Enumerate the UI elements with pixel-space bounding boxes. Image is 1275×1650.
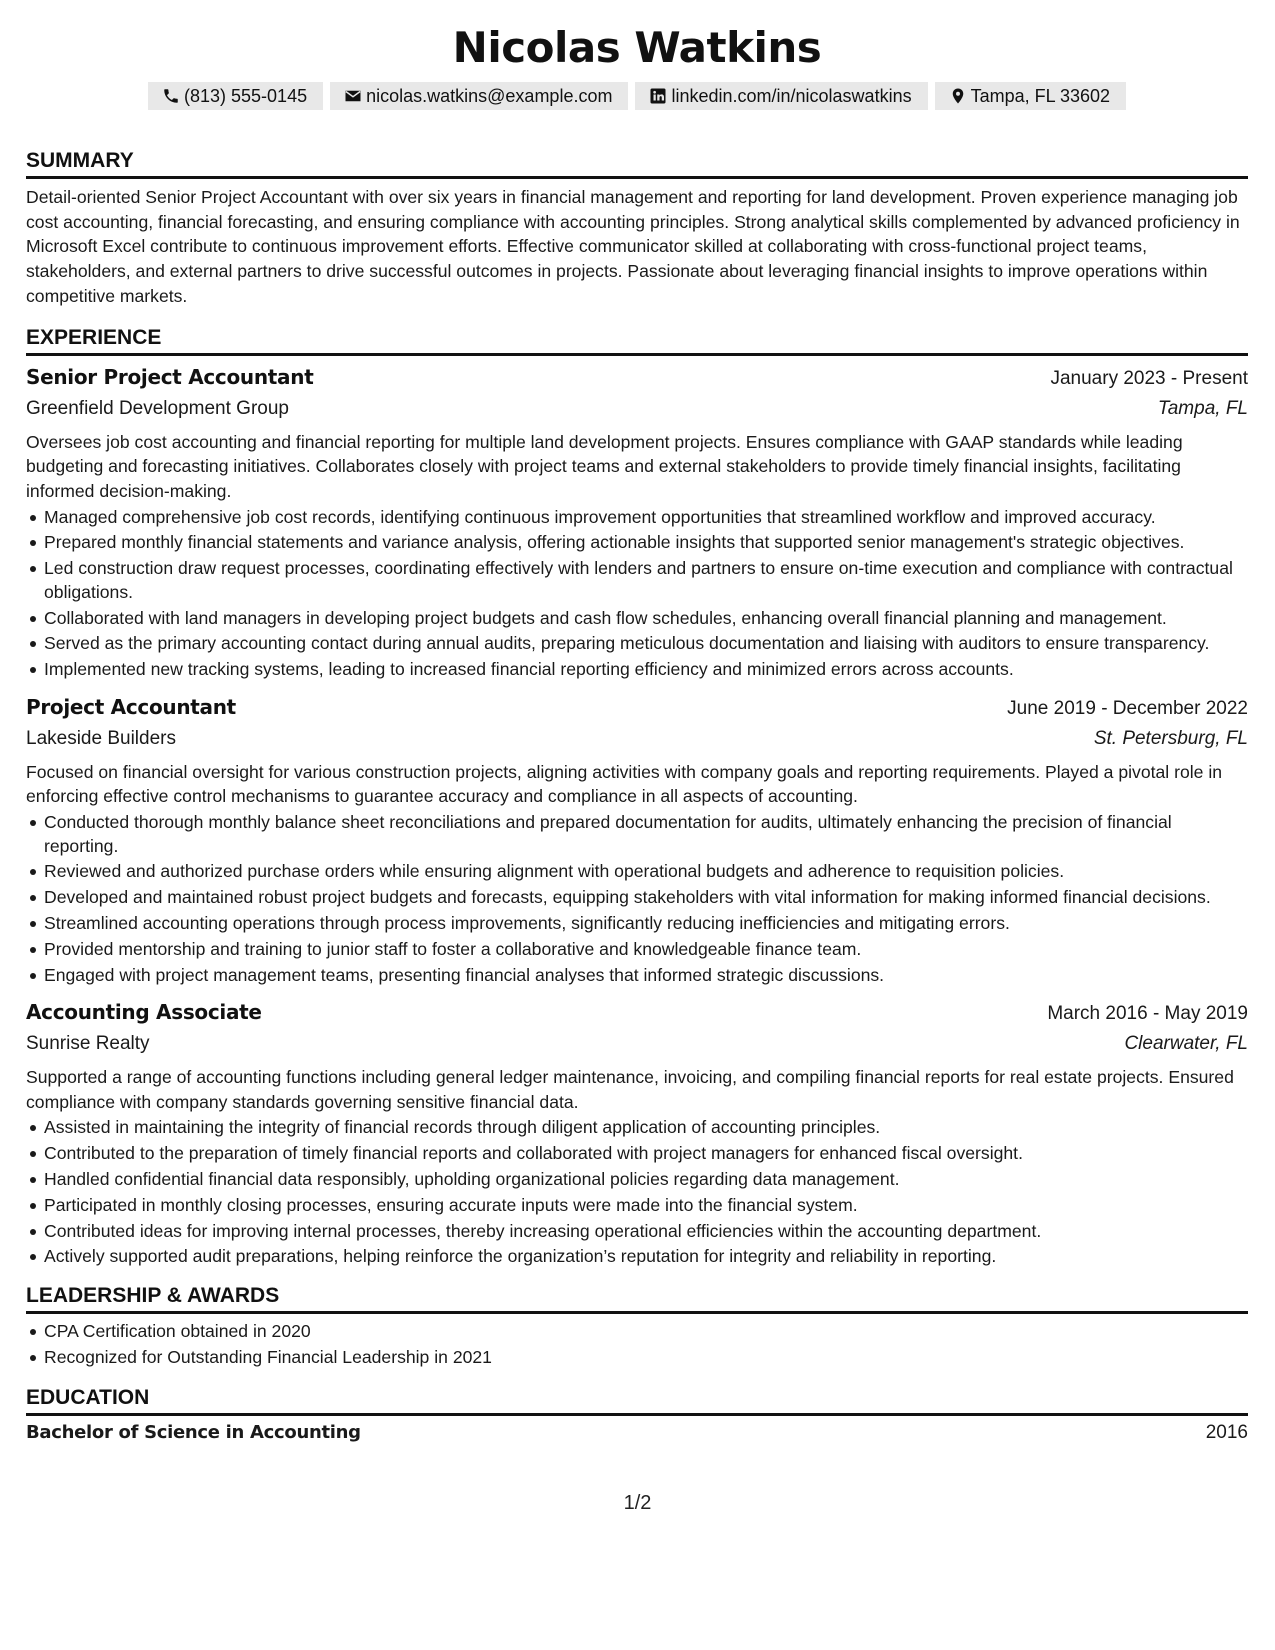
list-item: Provided mentorship and training to junior staff to foster a collaborative and knowledgeable finance team.	[26, 938, 1248, 962]
summary-section	[26, 148, 1248, 309]
resume-page	[26, 20, 1248, 1446]
list-item: Contributed to the preparation of timely financial reports and collaborated with project managers for enhanced fiscal oversight.	[26, 1142, 1248, 1166]
candidate-name: Nicolas Watkins	[452, 23, 822, 72]
job-description: Oversees job cost accounting and financial reporting for multiple land development projects. Ensures compliance with GAAP standards while leading budgeting and forecasting initiatives. Collaborates closely with project teams and external stakeholders to provide timely financial insights, facilitating informed decision-making.	[26, 431, 1183, 501]
contact-location-text: Tampa, FL 33602	[970, 85, 1110, 106]
job-title: Accounting Associate	[26, 1000, 262, 1024]
contact-phone-text: (813) 555-0145	[184, 85, 308, 106]
job-company: Greenfield Development Group	[26, 397, 289, 419]
contact-phone	[148, 82, 323, 110]
job-title: Senior Project Accountant	[26, 364, 314, 389]
summary-text: Detail-oriented Senior Project Accountant with over six years in financial management and reporting for land development. Proven experience managing job cost accounting, financial forecasting, and ensuring compliance with accounting principles. Strong analytical skills complemented by advanced proficiency in Microsoft Excel contribute to continuous improvement efforts. Effective communicator skilled at collaborating with cross-functional project teams, stakeholders, and external partners to drive successful outcomes in projects. Passionate about leveraging financial insights to improve operations within competitive markets.	[26, 187, 1240, 306]
list-item: Actively supported audit preparations, helping reinforce the organization’s reputation for integrity and reliability in reporting.	[26, 1245, 1248, 1269]
list-item: Reviewed and authorized purchase orders while ensuring alignment with operational budgets and adherence to requisition policies.	[26, 860, 1248, 884]
list-item: Recognized for Outstanding Financial Leadership in 2021	[26, 1346, 1248, 1370]
awards-list	[26, 1320, 1248, 1369]
awards-section	[26, 1283, 1248, 1369]
list-item: Developed and maintained robust project budgets and forecasts, equipping stakeholders with vital information for making informed financial decisions.	[26, 886, 1248, 910]
job-entry	[26, 692, 1248, 987]
summary-heading: SUMMARY	[26, 148, 1248, 179]
job-bullets	[26, 1116, 1248, 1268]
contact-linkedin-text: linkedin.com/in/nicolaswatkins	[671, 85, 912, 106]
contact-linkedin[interactable]	[635, 82, 927, 110]
list-item: Contributed ideas for improving internal processes, thereby increasing operational efficiencies within the accounting department.	[26, 1220, 1248, 1244]
list-item: CPA Certification obtained in 2020	[26, 1320, 1248, 1344]
list-item: Participated in monthly closing processes, ensuring accurate inputs were made into the financial system.	[26, 1194, 1248, 1218]
job-location: Clearwater, FL	[1124, 1033, 1248, 1054]
education-heading: EDUCATION	[26, 1385, 1248, 1416]
map-pin-icon	[949, 87, 967, 105]
list-item: Led construction draw request processes, coordinating effectively with lenders and partners to ensure on-time execution and compliance with contractual obligations.	[26, 557, 1248, 604]
job-location: St. Petersburg, FL	[1093, 727, 1248, 749]
list-item: Streamlined accounting operations through process improvements, significantly reducing inefficiencies and mitigating errors.	[26, 912, 1248, 936]
job-dates: January 2023 - Present	[1050, 367, 1248, 389]
list-item: Engaged with project management teams, presenting financial analyses that informed strategic discussions.	[26, 964, 1248, 988]
job-bullets	[26, 811, 1248, 987]
job-title: Project Accountant	[26, 694, 236, 719]
list-item: Assisted in maintaining the integrity of financial records through diligent application of accounting principles.	[26, 1116, 1248, 1140]
job-entry	[26, 997, 1248, 1269]
job-description: Supported a range of accounting functions including general ledger maintenance, invoicing, and compiling financial reports for real estate projects. Ensured compliance with company standards governing sensitive financial data.	[26, 1067, 1234, 1112]
job-bullets	[26, 506, 1248, 682]
contact-email-text: nicolas.watkins@example.com	[366, 85, 613, 106]
list-item: Managed comprehensive job cost records, identifying continuous improvement opportunities that streamlined workflow and improved accuracy.	[26, 506, 1248, 530]
phone-icon	[162, 87, 180, 105]
list-item: Served as the primary accounting contact during annual audits, preparing meticulous documentation and liaising with auditors to ensure transparency.	[26, 632, 1248, 656]
contact-location	[935, 82, 1126, 110]
education-section	[26, 1385, 1248, 1446]
contact-bar	[26, 82, 1248, 110]
awards-heading: LEADERSHIP & AWARDS	[26, 1283, 1248, 1314]
contact-email[interactable]	[330, 82, 628, 110]
education-year: 2016	[1205, 1422, 1248, 1444]
education-degree: Bachelor of Science in Accounting	[26, 1422, 361, 1444]
page-number: 1/2	[623, 1492, 652, 1514]
list-item: Implemented new tracking systems, leading to increased financial reporting efficiency and minimized errors across accounts.	[26, 658, 1248, 682]
list-item: Handled confidential financial data responsibly, upholding organizational policies regarding data management.	[26, 1168, 1248, 1192]
list-item: Conducted thorough monthly balance sheet reconciliations and prepared documentation for audits, ultimately enhancing the precision of financial reporting.	[26, 811, 1248, 858]
linkedin-icon	[649, 87, 667, 105]
job-entry	[26, 362, 1248, 682]
job-company: Sunrise Realty	[26, 1033, 150, 1054]
list-item: Collaborated with land managers in developing project budgets and cash flow schedules, enhancing overall financial planning and management.	[26, 607, 1248, 631]
experience-heading: EXPERIENCE	[26, 325, 1248, 356]
job-dates: June 2019 - December 2022	[1007, 697, 1248, 719]
experience-section	[26, 325, 1248, 1269]
list-item: Prepared monthly financial statements and variance analysis, offering actionable insights that supported senior management's strategic objectives.	[26, 531, 1248, 555]
job-dates: March 2016 - May 2019	[1047, 1003, 1248, 1024]
envelope-icon	[344, 87, 362, 105]
job-company: Lakeside Builders	[26, 727, 176, 749]
job-description: Focused on financial oversight for various construction projects, aligning activities with company goals and reporting requirements. Played a pivotal role in enforcing effective control mechanisms to guarantee accuracy and compliance in all aspects of accounting.	[26, 761, 1223, 807]
job-location: Tampa, FL	[1157, 397, 1248, 419]
